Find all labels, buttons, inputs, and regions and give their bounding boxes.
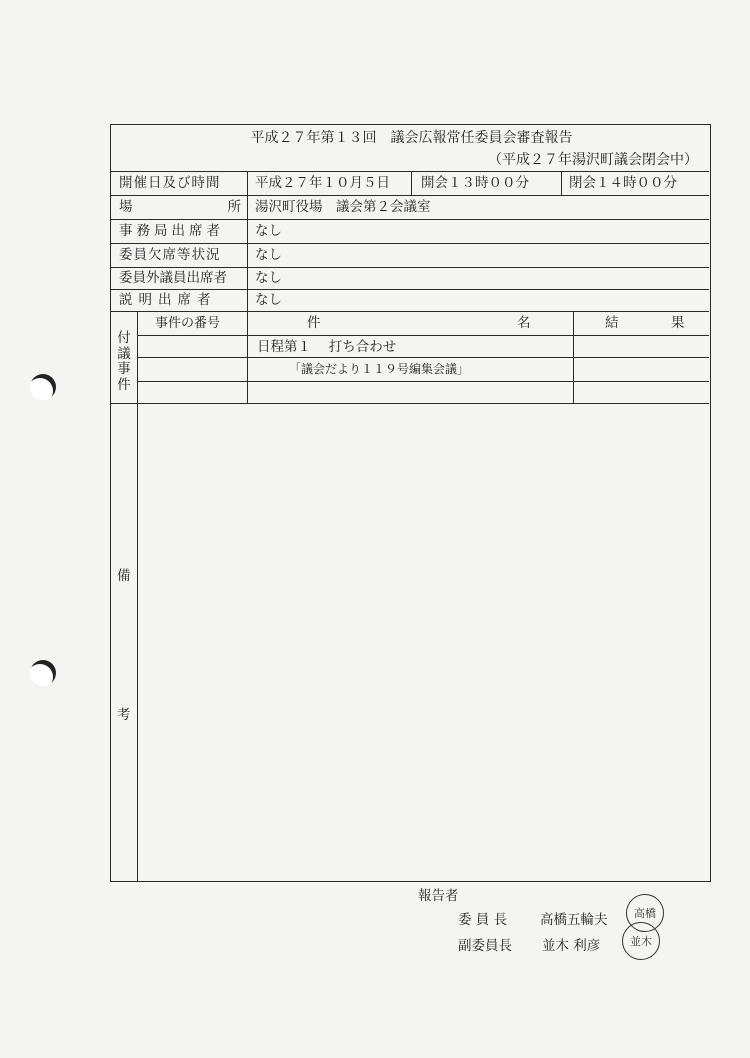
agenda-item-2: 「議会だより１１９号編集会議」 (289, 362, 470, 376)
agenda-name-header-b: 名 (517, 315, 531, 331)
report-title: 平成２７年第１３回 議会広報常任委員会審査報告 (250, 130, 573, 146)
vice-chair-seal-stamp: 並木 (622, 922, 660, 960)
non-member-value: なし (255, 270, 282, 286)
absence-label: 委員欠席等状況 (119, 247, 221, 263)
chair-seal-stamp: 高橋 (626, 894, 664, 932)
place-value: 湯沢町役場 議会第２会議室 (255, 199, 431, 215)
secretariat-value: なし (255, 223, 282, 239)
remarks-label-b: 考 (117, 707, 131, 723)
agenda-number-header: 事件の番号 (155, 316, 221, 331)
explainer-value: なし (255, 292, 282, 308)
punch-hole-top (30, 374, 56, 400)
agenda-result-header-b: 果 (671, 315, 685, 331)
agenda-side-label: 付議事件 (117, 330, 131, 393)
report-form (110, 124, 711, 882)
vice-chair-name: 並木 利彦 (542, 938, 601, 954)
datetime-label: 開催日及び時間 (119, 175, 221, 191)
non-member-label: 委員外議員出席者 (119, 270, 227, 286)
agenda-item-1: 日程第１ 打ち合わせ (257, 339, 397, 355)
absence-value: なし (255, 247, 282, 263)
close-time: 閉会１４時００分 (569, 175, 677, 191)
open-time: 開会１３時００分 (421, 175, 529, 191)
chair-title: 委 員 長 (458, 912, 508, 928)
remarks-label-a: 備 (117, 568, 131, 584)
agenda-result-header-a: 結 (605, 315, 619, 331)
reporter-heading: 報告者 (418, 888, 459, 904)
report-subtitle: （平成２７年湯沢町議会閉会中） (488, 152, 698, 168)
vice-chair-title: 副委員長 (458, 938, 512, 954)
explainer-label: 説明出席者 (119, 292, 217, 308)
meeting-date: 平成２７年１０月５日 (255, 175, 390, 191)
secretariat-label: 事務局出席者 (119, 223, 224, 239)
agenda-name-header-a: 件 (307, 315, 321, 331)
punch-hole-bottom (30, 660, 56, 686)
chair-name: 高橋五輪夫 (540, 912, 608, 928)
place-label: 場 所 (119, 199, 241, 215)
